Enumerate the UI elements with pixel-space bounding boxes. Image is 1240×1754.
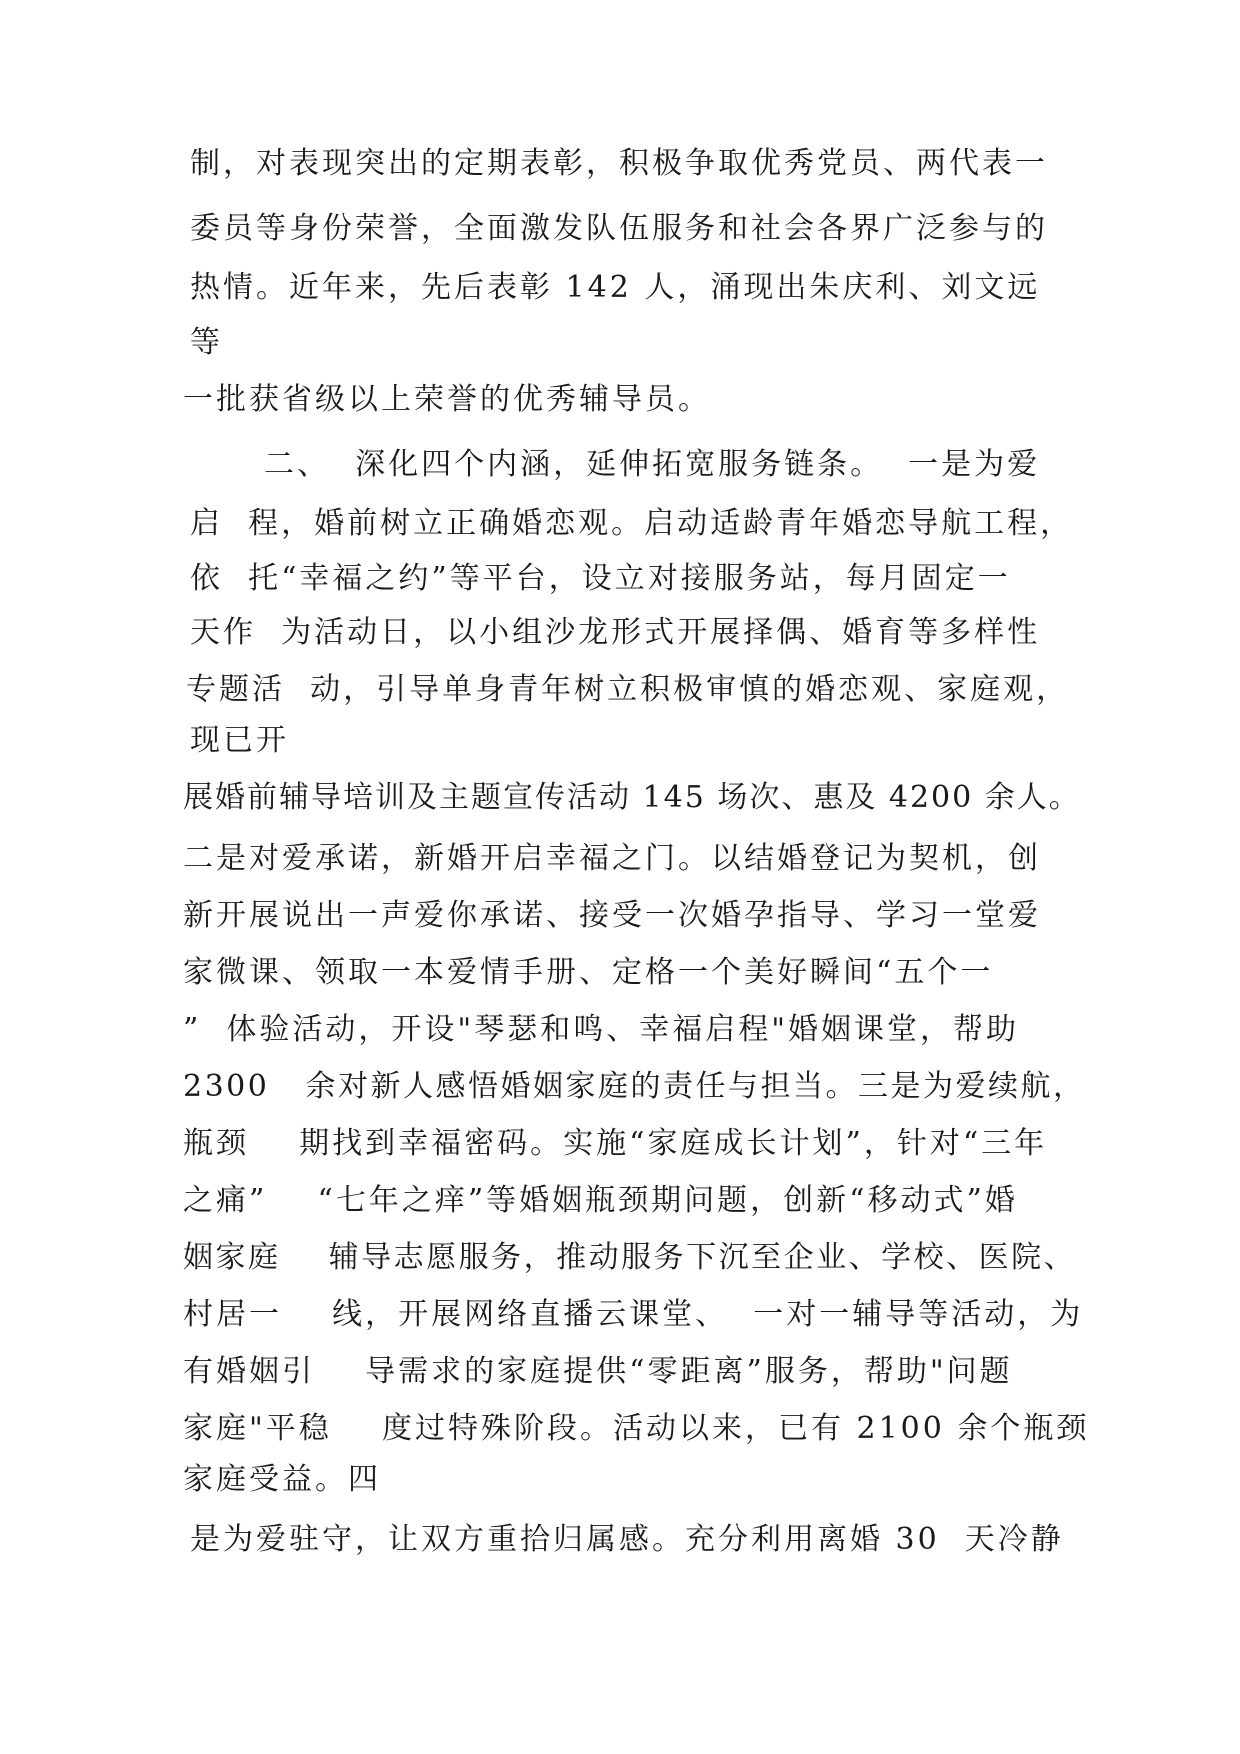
text-line: 现已开: [190, 723, 289, 758]
text-line: 专题活 动，引导单身青年树立积极审慎的婚恋观、家庭观，: [186, 672, 1070, 707]
text-line: 启 程，婚前树立正确婚恋观。启动适龄青年婚恋导航工程，: [190, 506, 1074, 541]
text-line: 村居一 线，开展网络直播云课堂、 一对一辅导等活动，为: [183, 1297, 1084, 1332]
text-line: 之痛” “七年之痒”等婚姻瓶颈期问题，创新“移动式”婚: [183, 1183, 1018, 1218]
text-line: 家庭受益。四: [183, 1462, 381, 1497]
text-line: 家庭"平稳 度过特殊阶段。活动以来，已有 2100 余个瓶颈: [183, 1411, 1090, 1446]
text-line: 天作 为活动日，以小组沙龙形式开展择偶、婚育等多样性: [190, 615, 1041, 650]
text-line: 制，对表现突出的定期表彰，积极争取优秀党员、两代表一: [190, 146, 1048, 181]
text-line: 委员等身份荣誉，全面激发队伍服务和社会各界广泛参与的: [190, 211, 1048, 246]
text-line: 二是对爱承诺，新婚开启幸福之门。以结婚登记为契机，创: [183, 841, 1041, 876]
text-line: 热情。近年来，先后表彰 142 人，涌现出朱庆利、刘文远: [190, 270, 1041, 305]
text-line: ” 体验活动，开设"琴瑟和鸣、幸福启程"婚姻课堂，帮助: [183, 1012, 1020, 1047]
text-line: 依 托“幸福之约”等平台，设立对接服务站，每月固定一: [190, 561, 1011, 596]
text-line: 一批获省级以上荣誉的优秀辅导员。: [183, 382, 711, 417]
text-line: 是为爱驻守，让双方重拾归属感。充分利用离婚 30 天冷静: [190, 1522, 1064, 1557]
text-line: 新开展说出一声爱你承诺、接受一次婚孕指导、学习一堂爱: [183, 898, 1041, 933]
text-line: 姻家庭 辅导志愿服务，推动服务下沉至企业、学校、医院、: [183, 1240, 1077, 1275]
text-line: 家微课、领取一本爱情手册、定格一个美好瞬间“五个一: [183, 955, 994, 990]
text-line: 展婚前辅导培训及主题宣传活动 145 场次、惠及 4200 余人。: [183, 780, 1081, 815]
section-heading: 二、 深化四个内涵，延伸拓宽服务链条。 一是为爱: [264, 447, 1041, 482]
text-line: 瓶颈 期找到幸福密码。实施“家庭成长计划”，针对“三年: [183, 1126, 1048, 1161]
text-line: 有婚姻引 导需求的家庭提供“零距离”服务，帮助"问题: [183, 1354, 1013, 1389]
text-line: 等: [190, 325, 223, 360]
text-line: 2300 余对新人感悟婚姻家庭的责任与担当。三是为爱续航，: [183, 1069, 1086, 1104]
